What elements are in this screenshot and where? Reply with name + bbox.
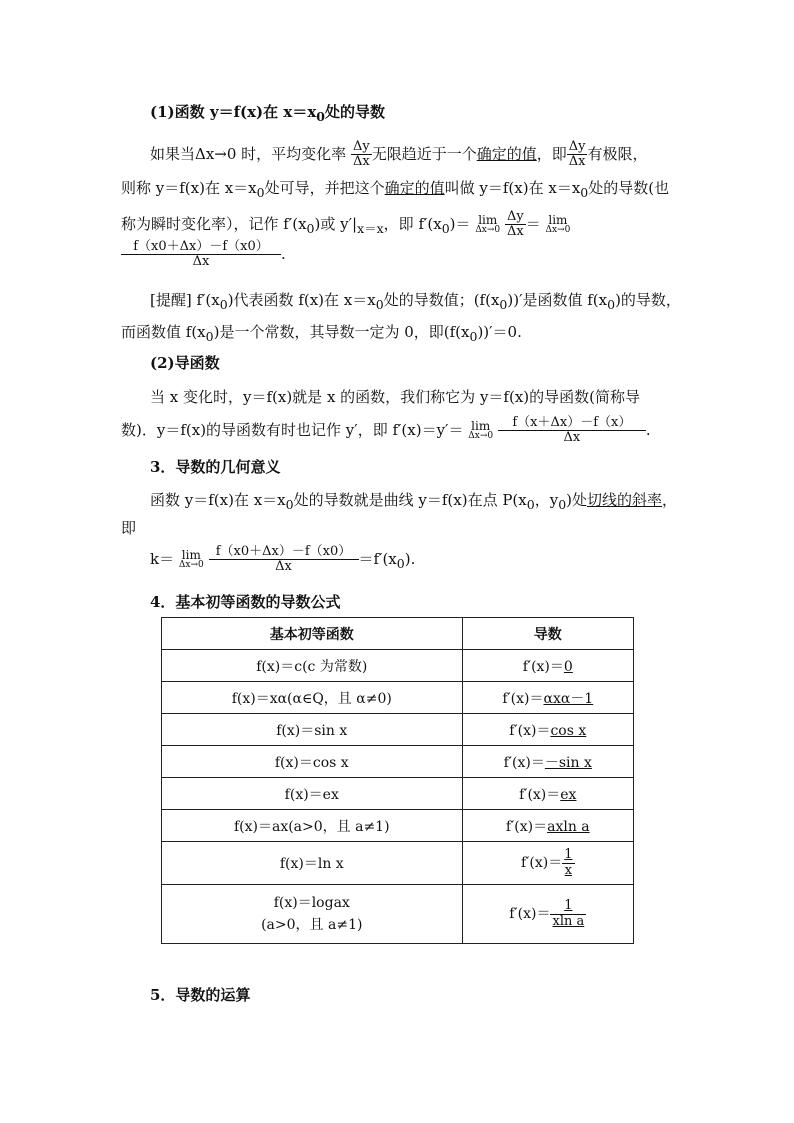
table-row: [162, 682, 634, 714]
limit-symbol: lim Δx→0: [475, 213, 501, 236]
table-cell: f(x)＝logax (a>0，且 a≠1): [162, 885, 463, 944]
table-row: [162, 885, 634, 944]
section1-para-line4: $\frac{f(x0+\Delta x)-f(x0)}{\Delta x}$ .: [121, 240, 286, 270]
derivative-fraction: $\frac{f(x0+\Delta x)-f(x0)}{\Delta x}$: [121, 240, 281, 270]
table-header-cell: 基本初等函数: [162, 618, 463, 650]
section3-para-line1: 函数 y＝f(x)在 $x=x_0$处的导数就是曲线 y＝f(x)在点 $P(x_0$，$y_0$)处切线的斜率，: [150, 491, 678, 512]
table-cell: f′(x)＝cos x: [462, 714, 633, 746]
table-cell: f′(x)＝ $\frac{1}{x}$: [462, 842, 633, 885]
table-cell: f(x)＝cos x: [162, 746, 463, 778]
table-row: [162, 778, 634, 810]
table-cell: f(x)＝ln x: [162, 842, 463, 885]
table-cell: f′(x)＝αxα－1: [462, 682, 633, 714]
section1-para-line2: 则称 y＝f(x)在 $x=x_0$处可导，并把这个确定的值叫做 y＝f(x)在 $x=x_0$处的导数(也: [121, 179, 670, 200]
derivative-formula-table: [161, 617, 634, 944]
section1-para-line1: 如果当Δx→0 时，平均变化率 $\frac{\Delta y}{\Delta x}$ 无限趋近于一个确定的值，即 $\frac{\Delta y}{\Delta x}$ 有极限，: [150, 139, 648, 170]
table-cell: f′(x)＝ $\frac{1}{\text{xln a}}$: [462, 885, 633, 944]
table-cell: f(x)＝xα(α∈Q，且 α≠0): [162, 682, 463, 714]
table-cell: f(x)＝ex: [162, 778, 463, 810]
table-header-row: [162, 618, 634, 650]
table-header-cell: 导数: [462, 618, 633, 650]
section3-para-line2: 即: [121, 519, 137, 537]
table-cell: f(x)＝sin x: [162, 714, 463, 746]
reminder-line2: 而函数值 $f(x_0)$是一个常数，其导数一定为 0，即$(f(x_0))'=0$.: [121, 323, 522, 344]
table-row: [162, 714, 634, 746]
table-cell: f(x)＝c(c 为常数): [162, 650, 463, 682]
slope-formula: k＝ lim Δx→0 $\frac{f(x0+\Delta x)-f(x0)}{\Delta x}$ $=f'(x_0)$.: [150, 544, 416, 575]
section2-para-line1: 当 x 变化时，y＝f(x)就是 x 的函数，我们称它为 y＝f(x)的导函数(简称导: [150, 388, 640, 406]
table-cell: f(x)＝ax(a>0，且 a≠1): [162, 810, 463, 842]
table-row: [162, 842, 634, 885]
table-row: [162, 746, 634, 778]
section1-title: (1)函数 y＝f(x)在 $x=x_0$处的导数: [150, 103, 385, 124]
table-row: [162, 810, 634, 842]
avg-rate-fraction: $\frac{\Delta y}{\Delta x}$: [352, 139, 370, 170]
table-row: [162, 650, 634, 682]
table-cell: f′(x)＝0: [462, 650, 633, 682]
table-cell: f′(x)＝－sin x: [462, 746, 633, 778]
section2-para-line2: 数)．y＝f(x)的导函数有时也记作 y′，即 f′(x)＝y′＝ lim Δx→0 $\frac{f(x+\Delta x)-f(x)}{\Delta x}$ .: [121, 415, 651, 446]
section3-title: 3．导数的几何意义: [150, 458, 281, 476]
reminder-line1: [提醒] $f'(x_0)$代表函数 f(x)在 $x=x_0$处的导数值；$(f(x_0))'$是函数值 $f(x_0)$的导数，: [150, 291, 681, 312]
table-cell: f′(x)＝axln a: [462, 810, 633, 842]
section1-para-line3: 称为瞬时变化率），记作 $f'(x_0)$或 $y'|_{x=x}$，即 $f'(x_0)= \lim$ Δx→0 $\frac{\Delta y}{\Delta x}$ ＝ lim Δx→0: [121, 209, 571, 240]
section5-title: 5．导数的运算: [150, 986, 251, 1004]
section4-title: 4．基本初等函数的导数公式: [150, 593, 341, 611]
section2-title: (2)导函数: [150, 354, 220, 372]
table-cell: f′(x)＝ex: [462, 778, 633, 810]
